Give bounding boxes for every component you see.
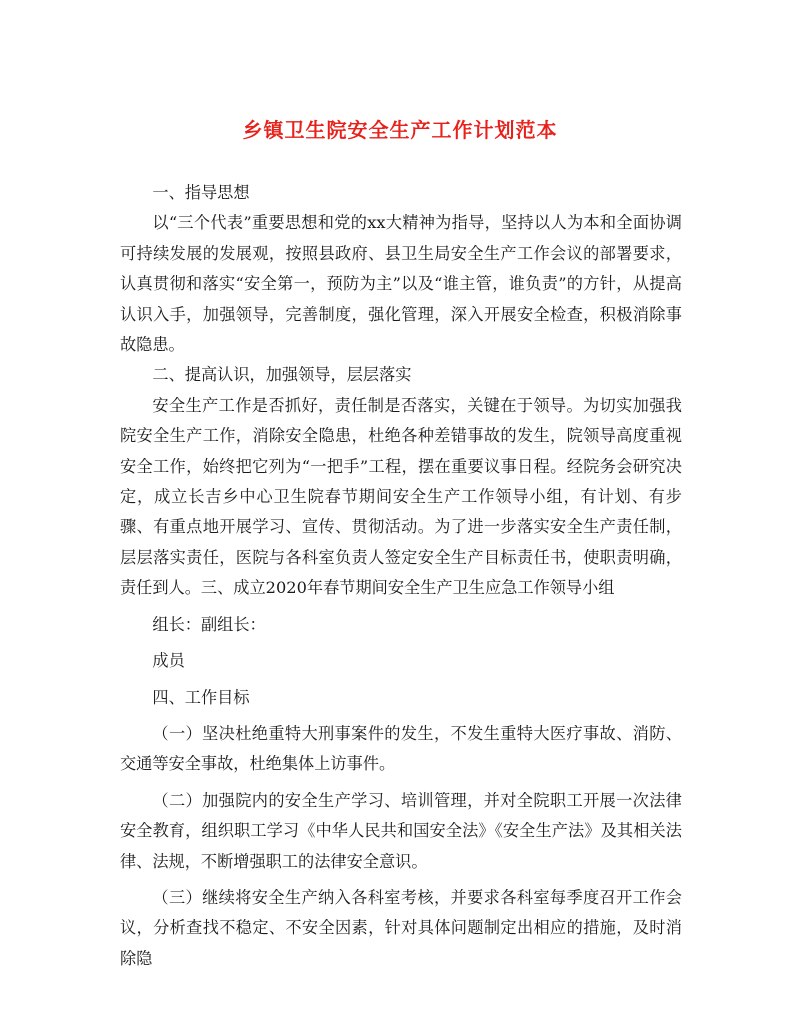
paragraph-guiding-ideology: 以“三个代表”重要思想和党的xx大精神为指导，坚持以人为本和全面协调可持续发展的发展观，按照县政府、县卫生局安全生产工作会议的部署要求，认真贯彻和落实“安全第一，预防为主”以及“谁主管，谁负责”的方针，从提高认识入手，加强领导，完善制度，强化管理，深入开展安全检查，积极消除事故隐患。 xyxy=(120,213,682,355)
document-title: 乡镇卫生院安全生产工作计划范本 xyxy=(242,118,558,142)
section-heading-leadership: 二、提高认识，加强领导，层层落实 xyxy=(152,365,412,385)
paragraph-goal-1: （一）坚决杜绝重特大刑事案件的发生，不发生重特大医疗事故、消防、交通等安全事故，杜绝集体上访事件。 xyxy=(120,723,682,774)
section-heading-work-goals: 四、工作目标 xyxy=(152,687,250,707)
paragraph-leadership: 安全生产工作是否抓好，责任制是否落实，关键在于领导。为切实加强我院安全生产工作，消除安全隐患，杜绝各种差错事故的发生，院领导高度重视安全工作，始终把它列为“一把手”工程，摆在重要议事日程。经院务会研究决定，成立长吉乡中心卫生院春节期间安全生产工作领导小组，有计划、有步骤、有重点地开展学习、宣传、贯彻活动。为了进一步落实安全生产责任制，层层落实责任，医院与各科室负责人签定安全生产目标责任书，使职责明确，责任到人。三、成立2020年春节期间安全生产卫生应急工作领导小组 xyxy=(120,395,682,598)
document-body xyxy=(120,178,682,974)
paragraph-members: 成员 xyxy=(152,651,185,671)
paragraph-goal-3: （三）继续将安全生产纳入各科室考核，并要求各科室每季度召开工作会议，分析查找不稳定、不安全因素，针对具体问题制定出相应的措施，及时消除隐 xyxy=(120,887,682,968)
paragraph-goal-2: （二）加强院内的安全生产学习、培训管理，并对全院职工开展一次法律安全教育，组织职工学习《中华人民共和国安全法》《安全生产法》及其相关法律、法规，不断增强职工的法律安全意识。 xyxy=(120,790,682,871)
paragraph-group-leaders: 组长：副组长： xyxy=(152,614,266,634)
section-heading-guiding-ideology: 一、指导思想 xyxy=(152,183,250,202)
